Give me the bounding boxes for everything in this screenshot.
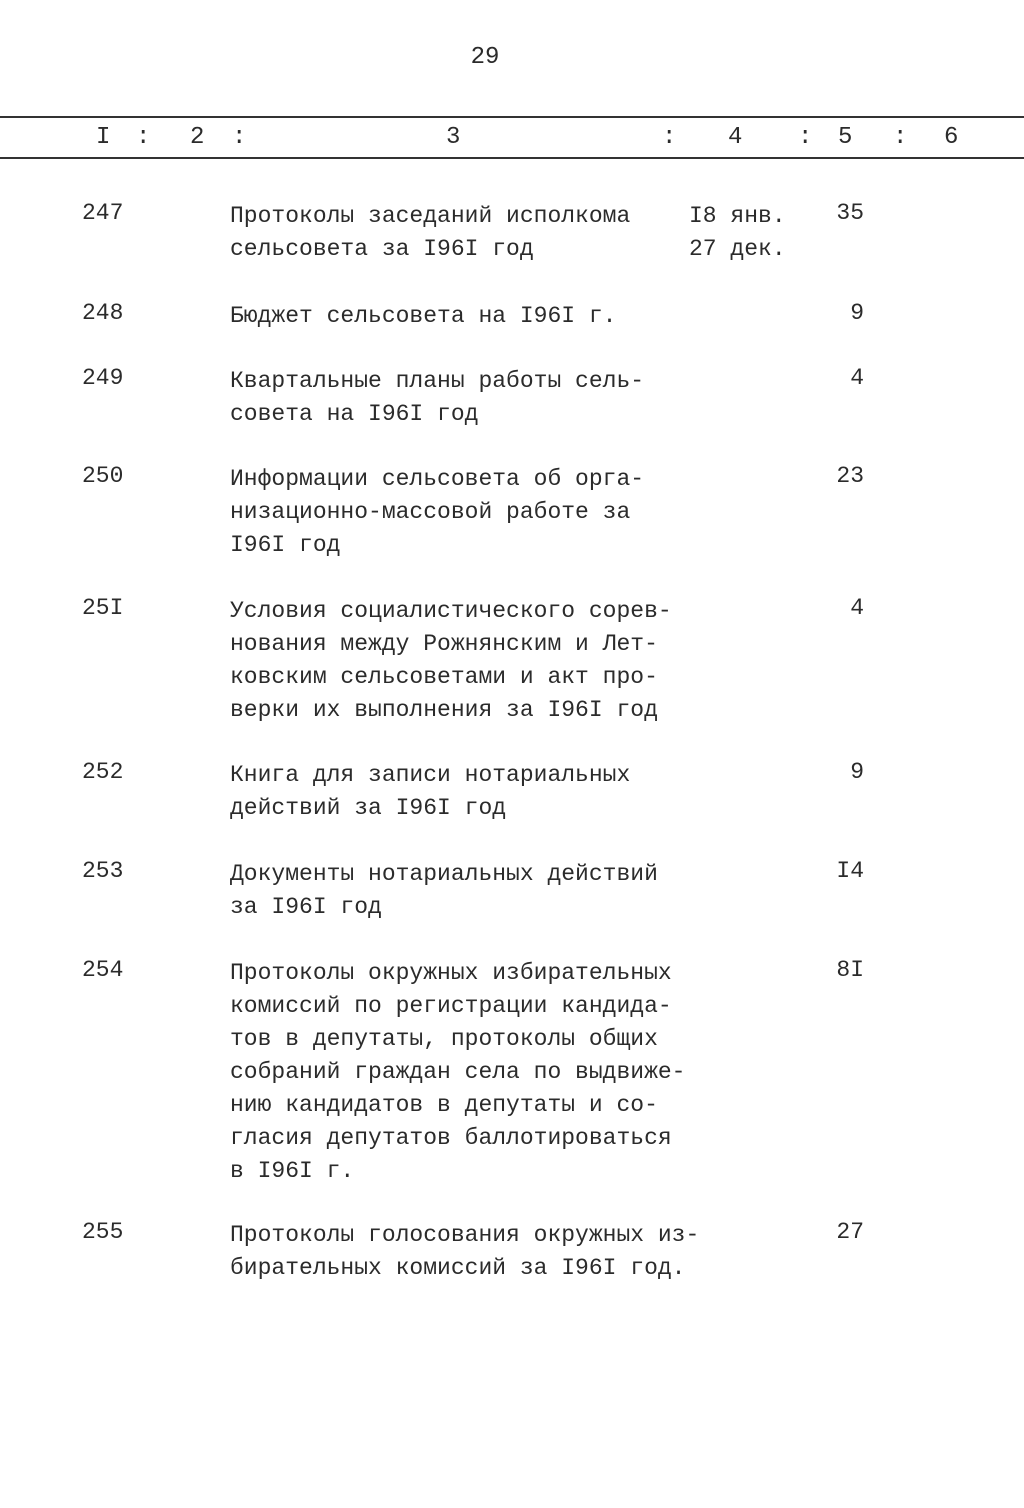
title-line: Квартальные планы работы сель-	[230, 368, 645, 394]
entry-title	[230, 858, 700, 924]
entry-sheet-count: 23	[836, 463, 864, 489]
entry-number: 248	[82, 300, 124, 326]
entry-sheet-count: 4	[850, 365, 864, 391]
title-line: ковским сельсоветами и акт про-	[230, 664, 658, 690]
entry-number: 253	[82, 858, 124, 884]
title-line: Бюджет сельсовета на I96I г.	[230, 303, 617, 329]
entry-number: 255	[82, 1219, 124, 1245]
title-line: нию кандидатов в депутаты и со-	[230, 1092, 658, 1118]
title-line: Протоколы голосования окружных из-	[230, 1222, 700, 1248]
header-col-5: 5	[838, 124, 853, 151]
header-col-1: I	[96, 124, 111, 151]
entry-title	[230, 300, 700, 333]
title-line: собраний граждан села по выдвиже-	[230, 1059, 686, 1085]
entry-title	[230, 200, 700, 266]
date-line: I8 янв.	[689, 203, 786, 229]
header-col-3: 3	[446, 124, 461, 151]
entry-dates	[689, 200, 786, 266]
entry-number: 254	[82, 957, 124, 983]
page-number: 29	[470, 44, 500, 71]
entry-sheet-count: 27	[836, 1219, 864, 1245]
title-line: нования между Рожнянским и Лет-	[230, 631, 658, 657]
title-line: Документы нотариальных действий	[230, 861, 658, 887]
entry-title	[230, 759, 700, 825]
header-col-6: 6	[944, 124, 959, 151]
entry-title	[230, 365, 700, 431]
header-separator: :	[136, 124, 151, 151]
title-line: в I96I г.	[230, 1158, 355, 1184]
entry-number: 247	[82, 200, 124, 226]
title-line: Книга для записи нотариальных	[230, 762, 631, 788]
entry-title	[230, 463, 700, 562]
entry-number: 250	[82, 463, 124, 489]
title-line: I96I год	[230, 532, 341, 558]
title-line: совета на I96I год	[230, 401, 479, 427]
entry-sheet-count: 9	[850, 759, 864, 785]
header-rule-top	[0, 116, 1024, 118]
title-line: тов в депутаты, протоколы общих	[230, 1026, 658, 1052]
title-line: сельсовета за I96I год	[230, 236, 534, 262]
title-line: гласия депутатов баллотироваться	[230, 1125, 672, 1151]
entry-title	[230, 957, 700, 1188]
entry-sheet-count: 9	[850, 300, 864, 326]
entry-sheet-count: 8I	[836, 957, 864, 983]
header-rule-bottom	[0, 157, 1024, 159]
title-line: верки их выполнения за I96I год	[230, 697, 658, 723]
title-line: за I96I год	[230, 894, 382, 920]
header-separator: :	[893, 124, 908, 151]
title-line: Протоколы заседаний исполкома	[230, 203, 631, 229]
entry-sheet-count: 35	[836, 200, 864, 226]
entry-number: 252	[82, 759, 124, 785]
entry-number: 249	[82, 365, 124, 391]
header-separator: :	[662, 124, 677, 151]
date-line: 27 дек.	[689, 236, 786, 262]
title-line: Протоколы окружных избирательных	[230, 960, 672, 986]
title-line: Информации сельсовета об орга-	[230, 466, 645, 492]
header-col-4: 4	[728, 124, 743, 151]
title-line: комиссий по регистрации кандида-	[230, 993, 672, 1019]
title-line: низационно-массовой работе за	[230, 499, 631, 525]
title-line: Условия социалистического сорев-	[230, 598, 672, 624]
entry-number: 25I	[82, 595, 124, 621]
title-line: бирательных комиссий за I96I год.	[230, 1255, 686, 1281]
title-line: действий за I96I год	[230, 795, 507, 821]
entry-title	[230, 595, 700, 727]
entry-title	[230, 1219, 700, 1285]
header-col-2: 2	[190, 124, 205, 151]
entry-sheet-count: I4	[836, 858, 864, 884]
header-separator: :	[232, 124, 247, 151]
header-separator: :	[798, 124, 813, 151]
entry-sheet-count: 4	[850, 595, 864, 621]
